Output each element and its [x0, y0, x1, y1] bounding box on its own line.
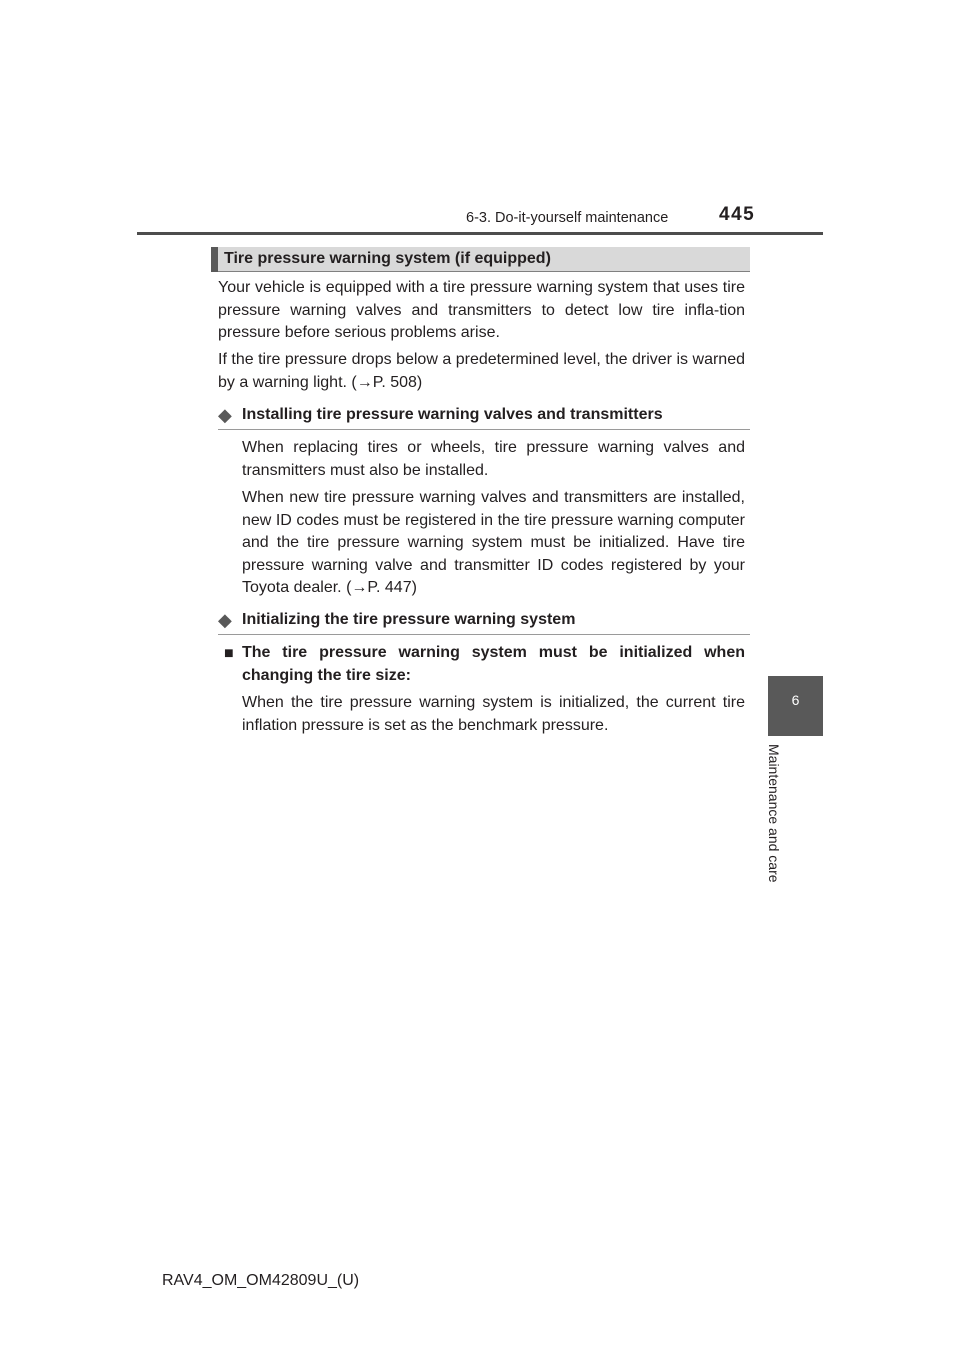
document-code: RAV4_OM_OM42809U_(U): [162, 1272, 360, 1289]
section-label: 6-3. Do-it-yourself maintenance: [466, 210, 669, 226]
square-bullet-icon: ■: [224, 645, 234, 662]
running-header: [0, 202, 960, 232]
chapter-label: Maintenance and care: [766, 744, 782, 883]
note-paragraph: When the tire pressure warning system is initialized, the current tire inflation pressure is set as the benchmark pressure.: [242, 694, 745, 734]
section-title: Tire pressure warning system (if equipped): [224, 250, 551, 267]
body-paragraph: When replacing tires or wheels, tire pressure warning valves and transmitters must also be installed.: [242, 439, 745, 479]
page-number: 445: [719, 204, 756, 225]
subsection-heading: [218, 608, 750, 635]
intro-paragraph: If the tire pressure drops below a predetermined level, the driver is warned by a warning light. (→P. 508): [218, 351, 745, 391]
diamond-bullet-icon: ◆: [218, 405, 232, 425]
subsection-heading-text: Installing tire pressure warning valves and transmitters: [242, 406, 663, 423]
subsection-heading-text: Initializing the tire pressure warning system: [242, 611, 576, 628]
section-title-bar: [211, 247, 750, 272]
subsection-heading: [218, 403, 750, 430]
header-rule: [137, 232, 823, 235]
title-marker: [211, 247, 218, 272]
body-paragraph: When new tire pressure warning valves and transmitters are installed, new ID codes must be registered in the tire pressure warning computer and the tire pressure warning system must be initialized. Have tire pressure warning valve and transmitter ID codes registered by your Toyota dealer. (→P. 447): [242, 489, 745, 597]
diamond-bullet-icon: ◆: [218, 610, 232, 630]
intro-paragraph: Your vehicle is equipped with a tire pressure warning system that uses tire pressure warning valves and transmitters to detect low tire infla-tion pressure before serious problems arise.: [218, 279, 745, 342]
chapter-number: 6: [791, 692, 800, 708]
chapter-tab: [768, 676, 823, 736]
note-title: The tire pressure warning system must be initialized when changing the tire size:: [242, 644, 745, 684]
chapter-label-container: [766, 744, 792, 890]
